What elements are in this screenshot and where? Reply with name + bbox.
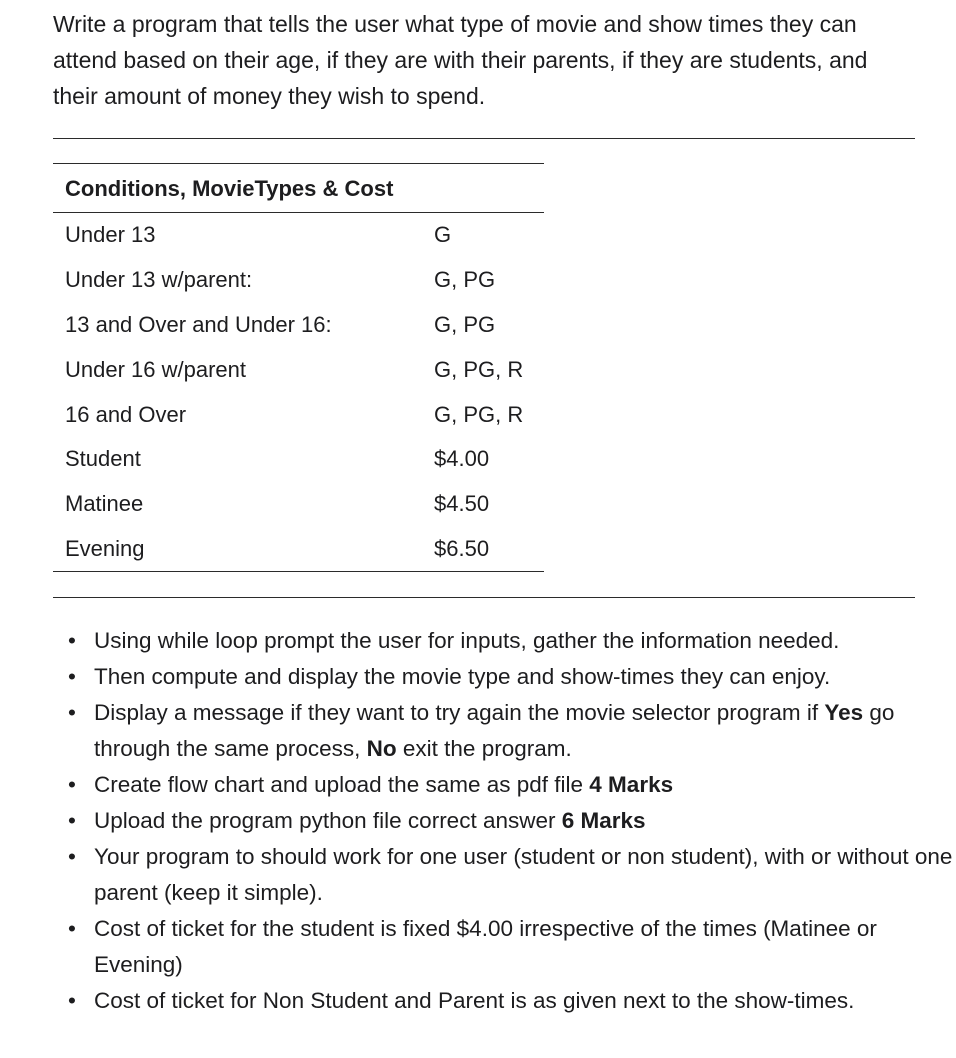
list-item xyxy=(68,803,956,839)
table-row xyxy=(53,392,544,437)
bullet-icon: • xyxy=(68,988,76,1013)
no-emphasis: No xyxy=(366,736,397,761)
list-item xyxy=(68,983,956,1019)
condition-cell: Under 16 w/parent xyxy=(65,356,246,382)
list-item-text: Your program to should work for one user (student or non student), with or without one parent (keep it simple). xyxy=(94,844,953,905)
value-cell: G xyxy=(434,222,452,248)
intro-paragraph: Write a program that tells the user what type of movie and show times they can attend based on their age, if they are with their parents, if they are students, and their amount of money they wish to spend. xyxy=(53,11,868,109)
table-row xyxy=(53,437,544,482)
bullet-icon: • xyxy=(68,916,76,941)
value-cell: G, PG xyxy=(434,267,496,293)
value-cell: $6.50 xyxy=(434,527,544,572)
value-cell: $4.50 xyxy=(434,491,490,517)
conditions-table xyxy=(53,163,544,572)
yes-emphasis: Yes xyxy=(824,700,864,725)
list-item xyxy=(68,767,956,803)
bullet-icon: • xyxy=(68,700,76,725)
list-item xyxy=(68,659,956,695)
list-item xyxy=(68,839,956,911)
list-item-text: Then compute and display the movie type and show-times they can enjoy. xyxy=(94,664,831,689)
condition-cell: Student xyxy=(65,446,141,472)
list-item-text: Create flow chart and upload the same as pdf file xyxy=(94,772,590,797)
list-item xyxy=(68,911,956,983)
table-header-row xyxy=(53,164,544,213)
value-cell: G, PG, R xyxy=(434,401,524,427)
condition-cell: Under 13 xyxy=(65,222,156,248)
table-row xyxy=(53,482,544,527)
table-row xyxy=(53,347,544,392)
list-item xyxy=(68,695,956,767)
table-row xyxy=(53,213,544,258)
condition-cell: 13 and Over and Under 16: xyxy=(65,311,332,337)
marks-emphasis: 4 Marks xyxy=(589,772,674,797)
list-item xyxy=(68,623,956,659)
list-item-text: Display a message if they want to try again the movie selector program if xyxy=(94,700,825,725)
list-item-text: Cost of ticket for the student is fixed $4.00 irrespective of the times (Matinee or Evening) xyxy=(94,916,877,977)
condition-cell: Matinee xyxy=(65,491,144,517)
list-item-text: Using while loop prompt the user for inputs, gather the information needed. xyxy=(94,628,840,653)
requirements-list xyxy=(53,623,956,1019)
table-row xyxy=(53,527,544,572)
table-row xyxy=(53,303,544,348)
value-cell: G, PG, R xyxy=(434,356,524,382)
condition-cell: Evening xyxy=(53,527,434,572)
bullet-icon: • xyxy=(68,772,76,797)
list-item-text: exit the program. xyxy=(396,736,572,761)
top-horizontal-rule xyxy=(53,138,915,139)
bullet-icon: • xyxy=(68,664,76,689)
list-item-text: go through the same process, xyxy=(94,700,895,761)
bullet-icon: • xyxy=(68,808,76,833)
list-item-text: Cost of ticket for Non Student and Parent is as given next to the show-times. xyxy=(94,988,855,1013)
list-item-text: Upload the program python file correct answer xyxy=(94,808,562,833)
value-cell: G, PG xyxy=(434,311,496,337)
table-header: Conditions, MovieTypes & Cost xyxy=(53,164,544,213)
bottom-horizontal-rule xyxy=(53,597,915,598)
condition-cell: 16 and Over xyxy=(65,401,187,427)
value-cell: $4.00 xyxy=(434,446,490,472)
bullet-icon: • xyxy=(68,628,76,653)
bullet-icon: • xyxy=(68,844,76,869)
marks-emphasis: 6 Marks xyxy=(561,808,646,833)
table-row xyxy=(53,258,544,303)
condition-cell: Under 13 w/parent: xyxy=(65,267,253,293)
